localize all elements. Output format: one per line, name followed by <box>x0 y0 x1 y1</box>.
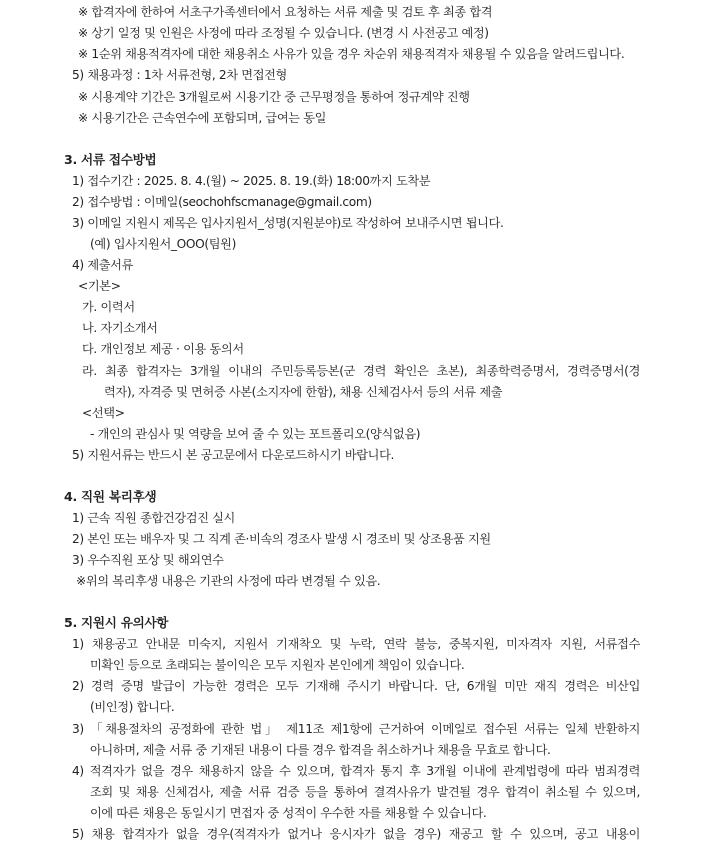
basic-doc-final-line-2: 력자), 자격증 및 면허증 사본(소지자에 한함), 채용 신체검사서 등의 서류 제출 <box>104 385 503 399</box>
process-note-probation: ※ 시용계약 기간은 3개월로써 시용기간 중 근무평정을 통하여 정규계약 진행 <box>78 90 470 104</box>
section-3-item-2: 2) 접수방법 : 이메일(seochohfscmanage@gmail.com) <box>72 195 372 209</box>
caution-item-5-line-1: 5) 채용 합격자가 없을 경우(적격자가 없거나 응시자가 없을 경우) 재공고 할 수 있으며, 공고 내용이 <box>72 827 640 841</box>
basic-doc-final-line-1: 라. 최종 합격자는 3개월 이내의 주민등록등본(군 경력 확인은 초본), 최종학력증명서, 경력증명서(경 <box>82 364 640 378</box>
caution-item-3-line-1: 3) 「채용절차의 공정화에 관한 법」 제11조 제1항에 근거하여 이메일로 접수된 서류는 일체 반환하지 <box>72 722 640 736</box>
section-3-item-1: 1) 접수기간 : 2025. 8. 4.(월) ~ 2025. 8. 19.(화) 18:00까지 도착분 <box>72 174 431 188</box>
welfare-item-1: 1) 근속 직원 종합건강검진 실시 <box>72 511 235 525</box>
basic-doc-cover-letter: 나. 자기소개서 <box>82 321 158 335</box>
process-title: 5) 채용과정 : 1차 서류전형, 2차 면접전형 <box>72 68 287 82</box>
caution-item-2-line-2: (비인정) 합니다. <box>90 700 175 714</box>
basic-doc-privacy-consent: 다. 개인정보 제공 · 이용 동의서 <box>82 342 244 356</box>
basic-doc-resume: 가. 이력서 <box>82 300 135 314</box>
caution-item-4-line-3: 이에 따른 채용은 동일시기 면접자 중 성적이 우수한 자를 채용할 수 있습니다. <box>90 806 487 820</box>
note-next-rank: ※ 1순위 채용적격자에 대한 채용취소 사유가 있을 경우 차순위 채용적격자 채용될 수 있음을 알려드립니다. <box>78 47 625 61</box>
section-4-heading: 4. 직원 복리후생 <box>64 489 157 504</box>
section-3-item-3-example: (예) 입사지원서_OOO(팀원) <box>90 237 237 251</box>
caution-item-4-line-1: 4) 적격자가 없을 경우 채용하지 않을 수 있으며, 합격자 통지 후 3개월 이내에 관계법령에 따라 범죄경력 <box>72 764 640 778</box>
section-3-heading: 3. 서류 접수방법 <box>64 152 157 167</box>
section-3-item-3: 3) 이메일 지원시 제목은 입사지원서_성명(지원분야)로 작성하여 보내주시면 됩니다. <box>72 216 504 230</box>
caution-item-1-line-1: 1) 채용공고 안내문 미숙지, 지원서 기재착오 및 누락, 연락 불능, 중복지원, 미자격자 지원, 서류접수 <box>72 637 640 651</box>
welfare-item-3: 3) 우수직원 포상 및 해외연수 <box>72 553 224 567</box>
caution-item-2-line-1: 2) 경력 증명 발급이 가능한 경력은 모두 기재해 주시기 바랍니다. 단, 6개월 미만 재직 경력은 비산입 <box>72 679 640 693</box>
optional-docs-label: <선택> <box>82 406 125 420</box>
welfare-item-2: 2) 본인 또는 배우자 및 그 직계 존·비속의 경조사 발생 시 경조비 및 상조용품 지원 <box>72 532 491 546</box>
optional-doc-portfolio: - 개인의 관심사 및 역량을 보여 줄 수 있는 포트폴리오(양식없음) <box>90 427 421 441</box>
caution-item-1-line-2: 미확인 등으로 초래되는 불이익은 모두 지원자 본인에게 책임이 있습니다. <box>90 658 465 672</box>
section-5-heading: 5. 지원시 유의사항 <box>64 615 169 630</box>
section-3-item-5: 5) 지원서류는 반드시 본 공고문에서 다운로드하시기 바랍니다. <box>72 448 395 462</box>
process-note-salary: ※ 시용기간은 근속연수에 포함되며, 급여는 동일 <box>78 111 327 125</box>
welfare-note: ※위의 복리후생 내용은 기관의 사정에 따라 변경될 수 있음. <box>76 574 381 588</box>
basic-docs-label: <기본> <box>78 279 121 293</box>
note-schedule-change: ※ 상기 일정 및 인원은 사정에 따라 조정될 수 있습니다. (변경 시 사전공고 예정) <box>78 26 489 40</box>
note-final-pass: ※ 합격자에 한하여 서초구가족센터에서 요청하는 서류 제출 및 검토 후 최종 합격 <box>78 5 493 19</box>
section-3-item-4: 4) 제출서류 <box>72 258 134 272</box>
caution-item-4-line-2: 조회 및 채용 신체검사, 제출 서류 검증 등을 통하여 결격사유가 발견될 경우 합격이 취소될 수 있으며, <box>90 785 640 799</box>
caution-item-3-line-2: 아니하며, 제출 서류 중 기재된 내용이 다를 경우 합격을 취소하거나 채용을 무효로 합니다. <box>90 743 551 757</box>
